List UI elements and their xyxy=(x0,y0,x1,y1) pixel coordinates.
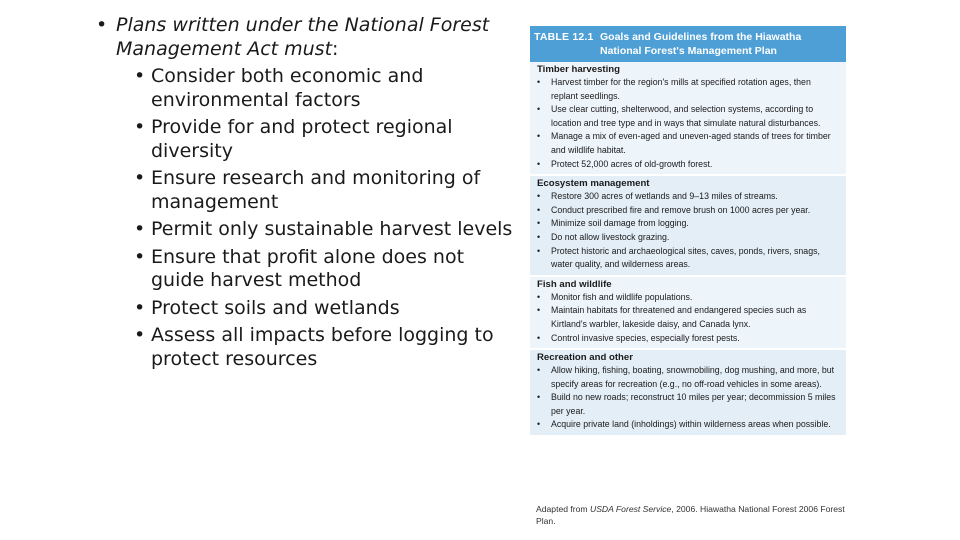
list-item xyxy=(116,65,520,112)
section-fish-wildlife xyxy=(530,277,846,348)
bullet-dot: • xyxy=(537,231,541,242)
section-list xyxy=(536,190,840,272)
section-list xyxy=(536,76,840,171)
item-text: Acquire private land (inholdings) within wilderness areas when possible. xyxy=(551,419,831,430)
bullet-dot: • xyxy=(537,291,541,302)
item-text: Protect 52,000 acres of old-growth forest. xyxy=(551,158,713,169)
item-text: Do not allow livestock grazing. xyxy=(551,231,670,242)
bullet-dot: • xyxy=(134,116,146,138)
bullet-dot: • xyxy=(537,365,541,376)
bullet-dot: • xyxy=(134,296,146,319)
table-item xyxy=(536,204,840,218)
bullet-dot: • xyxy=(537,305,541,316)
table-item xyxy=(536,103,840,130)
bullet-dot: • xyxy=(134,218,146,240)
list-item xyxy=(116,324,520,371)
section-title: Recreation and other xyxy=(537,352,633,364)
bullet-dot: • xyxy=(537,218,541,229)
item-text: Manage a mix of even-aged and uneven-aged stands of trees for timber and wildlife habitat. xyxy=(551,131,831,155)
bullet-dot: • xyxy=(537,131,541,142)
table-item xyxy=(536,130,840,157)
item-text: Restore 300 acres of wetlands and 9–13 miles of streams. xyxy=(551,191,778,202)
section-ecosystem xyxy=(530,176,846,275)
bullet-dot: • xyxy=(537,204,541,215)
caption-source: USDA Forest Service xyxy=(589,504,672,514)
table-item xyxy=(536,245,840,272)
item-text: Consider both economic and environmental factors xyxy=(151,65,424,111)
item-text: Monitor fish and wildlife populations. xyxy=(551,291,693,302)
item-text: Conduct prescribed fire and remove brush on 1000 acres per year. xyxy=(551,204,811,215)
table-caption xyxy=(536,503,848,527)
list-item xyxy=(116,297,520,321)
bullet-dot: • xyxy=(134,324,146,346)
list-item xyxy=(116,116,520,163)
caption-rest: , 2006. Hiawatha National Forest 2006 Forest Plan. xyxy=(536,504,845,526)
requirements-list xyxy=(116,65,520,371)
item-text: Protect soils and wetlands xyxy=(151,296,400,319)
item-text: Ensure that profit alone does not guide harvest method xyxy=(151,245,465,291)
section-list xyxy=(536,291,840,345)
section-title: Timber harvesting xyxy=(537,64,620,75)
item-text: Ensure research and monitoring of management xyxy=(151,167,481,213)
table-item xyxy=(536,76,840,103)
table-item xyxy=(536,332,840,346)
bullet-dot: • xyxy=(96,14,108,36)
slide-text xyxy=(96,14,520,375)
bullet-dot: • xyxy=(134,245,146,268)
list-item xyxy=(116,167,520,214)
main-bullet xyxy=(96,14,520,371)
bullet-dot: • xyxy=(537,332,541,343)
bullet-dot: • xyxy=(537,104,541,115)
section-timber xyxy=(530,62,846,174)
item-text: Control invasive species, especially forest pests. xyxy=(551,332,740,343)
main-heading xyxy=(116,14,489,60)
bullet-dot: • xyxy=(537,392,541,403)
section-title: Ecosystem management xyxy=(537,178,650,190)
list-item xyxy=(116,246,520,293)
bullet-dot: • xyxy=(134,65,146,87)
table-item xyxy=(536,231,840,245)
table-item xyxy=(536,217,840,231)
table-item xyxy=(536,190,840,204)
section-recreation xyxy=(530,350,846,435)
table-number: TABLE 12.1 xyxy=(534,31,594,43)
table-item xyxy=(536,291,840,305)
section-title: Fish and wildlife xyxy=(537,278,612,290)
item-text: Assess all impacts before logging to protect resources xyxy=(151,324,494,370)
item-text: Protect historic and archaeological sites, caves, ponds, rivers, snags, water quality, and wilderness areas. xyxy=(551,245,820,270)
main-heading-text: Plans written under the National Forest Management Act must xyxy=(116,14,490,60)
bullet-dot: • xyxy=(537,158,541,169)
section-list xyxy=(536,364,840,432)
bullet-dot: • xyxy=(537,77,541,87)
heading-colon: : xyxy=(332,37,339,60)
item-text: Minimize soil damage from logging. xyxy=(551,218,689,229)
item-text: Permit only sustainable harvest levels xyxy=(151,218,513,240)
bullet-dot: • xyxy=(134,167,146,189)
item-text: Use clear cutting, shelterwood, and selection systems, according to location and tree type and in ways that simulate natural disturbances. xyxy=(551,104,821,128)
bullet-dot: • xyxy=(537,245,541,256)
bullet-dot: • xyxy=(537,419,541,430)
item-text: Build no new roads; reconstruct 10 miles per year; decommission 5 miles per year. xyxy=(551,392,836,416)
table-item xyxy=(536,391,840,418)
item-text: Harvest timber for the region's mills at specified rotation ages, then replant seedlings. xyxy=(551,77,811,101)
table-header xyxy=(530,26,846,62)
table-item xyxy=(536,418,840,432)
caption-prefix: Adapted from xyxy=(536,504,590,514)
item-text: Provide for and protect regional diversity xyxy=(151,116,453,162)
table-item xyxy=(536,158,840,172)
item-text: Allow hiking, fishing, boating, snowmobiling, dog mushing, and more, but specify areas for recreation (e.g., no off-road vehicles in some areas). xyxy=(551,365,835,389)
table-item xyxy=(536,304,840,331)
goals-table xyxy=(530,26,846,435)
list-item xyxy=(116,218,520,242)
table-item xyxy=(536,364,840,391)
table-title: Goals and Guidelines from the Hiawatha National Forest's Management Plan xyxy=(600,31,802,57)
item-text: Maintain habitats for threatened and endangered species such as Kirtland's warbler, lakeside daisy, and Canada lynx. xyxy=(551,305,807,329)
bullet-dot: • xyxy=(537,191,541,202)
